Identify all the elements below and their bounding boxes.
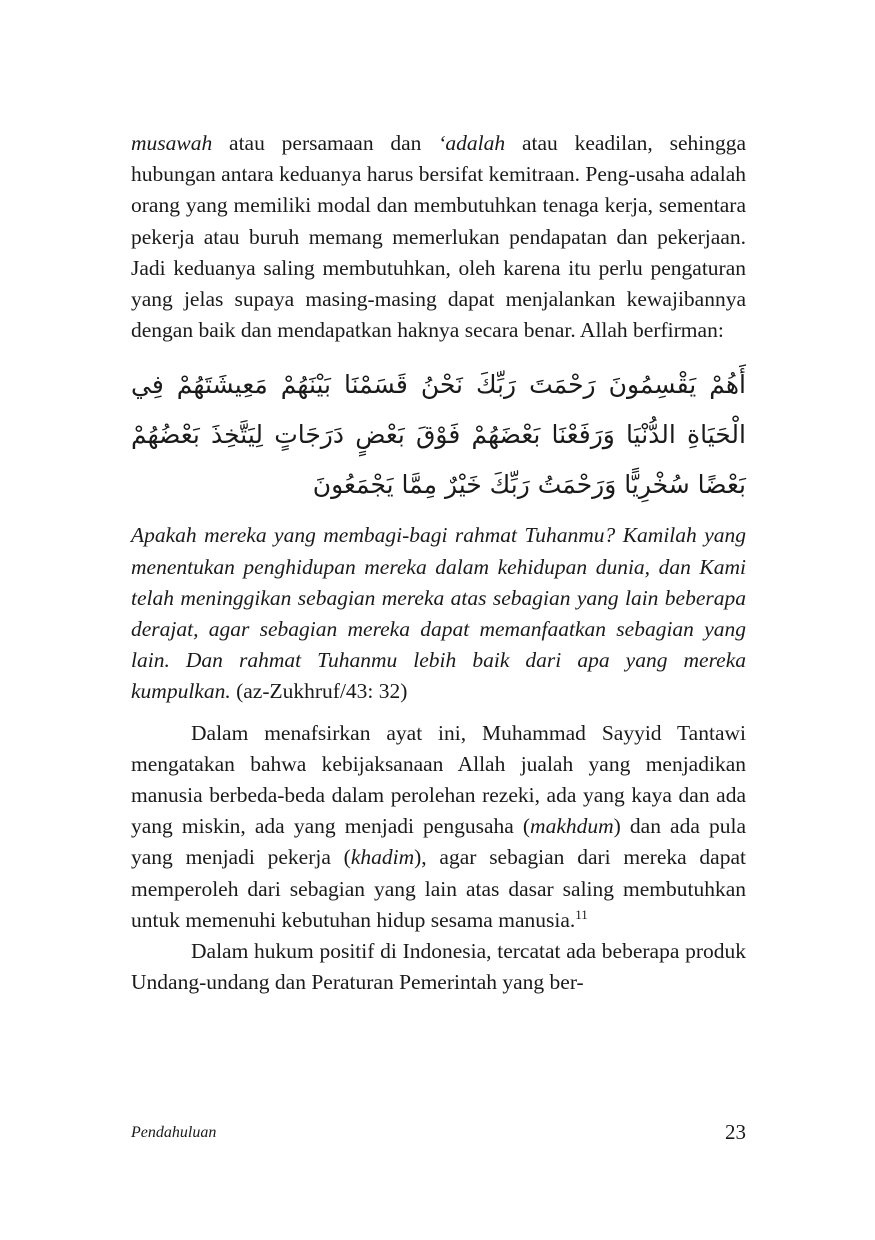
quran-verse-arabic: أَهُمْ يَقْسِمُونَ رَحْمَتَ رَبِّكَ نَحْنُ قَسَمْنَا بَيْنَهُمْ مَعِيشَتَهُمْ فِي الْحَيَاةِ الدُّنْيَا وَرَفَعْنَا بَعْضَهُمْ فَوْقَ بَعْضٍ دَرَجَاتٍ لِيَتَّخِذَ بَعْضُهُمْ بَعْضًا سُخْرِيًّا وَرَحْمَتُ رَبِّكَ خَيْرٌ مِمَّا يَجْمَعُونَ (131, 370, 746, 500)
verse-translation-text: Apakah mereka yang membagi-bagi rahmat Tuhanmu? Kamilah yang menentukan penghidupan mereka dalam kehidupan dunia, dan Kami telah meninggikan sebagian mereka atas sebagian yang lain beberapa derajat, agar sebagian mereka dapat memanfaatkan sebagian yang lain. Dan rahmat Tuhanmu lebih baik dari apa yang mereka kumpulkan. (131, 523, 746, 704)
footnote-marker[interactable]: 11 (575, 906, 588, 922)
verse-translation (131, 520, 746, 707)
term-musawah: musawah (131, 131, 213, 155)
paragraph-1-text-b: atau keadilan, sehingga hubungan antara keduanya harus bersifat kemitraan. Peng-usaha adalah orang yang memiliki modal dan membutuhkan tenaga kerja, sementara pekerja atau buruh memang memerlukan pendapatan dan pekerjaan. Jadi keduanya saling membutuhkan, oleh karena itu perlu pengaturan yang jelas supaya masing-masing dapat menjalankan kewajibannya dengan baik dan mendapatkan haknya secara benar. Allah berfirman: (131, 131, 746, 343)
page-body (131, 128, 746, 998)
verse-reference: (az-Zukhruf/43: 32) (236, 679, 408, 704)
paragraph-1 (131, 128, 746, 346)
term-adalah: ‘adalah (438, 131, 506, 155)
term-khadim: khadim (350, 845, 415, 870)
term-makhdum: makhdum (530, 814, 614, 839)
paragraph-3: Dalam hukum positif di Indonesia, tercatat ada beberapa produk Undang-undang dan Peraturan Pemerintah yang ber- (131, 939, 746, 995)
paragraph-2-text-c: ), agar sebagian dari mereka dapat memperoleh dari sebagian yang lain atas dasar saling membutuhkan untuk memenuhi kebutuhan hidup sesama manusia. (131, 845, 746, 932)
paragraph-1-text-a: atau persamaan dan (212, 131, 439, 155)
page-footer (131, 1120, 746, 1146)
paragraph-2 (131, 718, 746, 936)
paragraph-2-text-a: Dalam menafsirkan ayat ini, Muhammad Sayyid Tantawi mengatakan bahwa kebijaksanaan Allah jualah yang menjadikan manusia berbeda-beda dalam perolehan rezeki, ada yang kaya dan ada yang miskin, ada yang menjadi pengusaha ( (131, 720, 746, 839)
page-number: 23 (725, 1120, 746, 1144)
paragraph-2-text-b: ) dan ada pula yang menjadi pekerja ( (131, 814, 746, 870)
running-head: Pendahuluan (131, 1124, 217, 1141)
